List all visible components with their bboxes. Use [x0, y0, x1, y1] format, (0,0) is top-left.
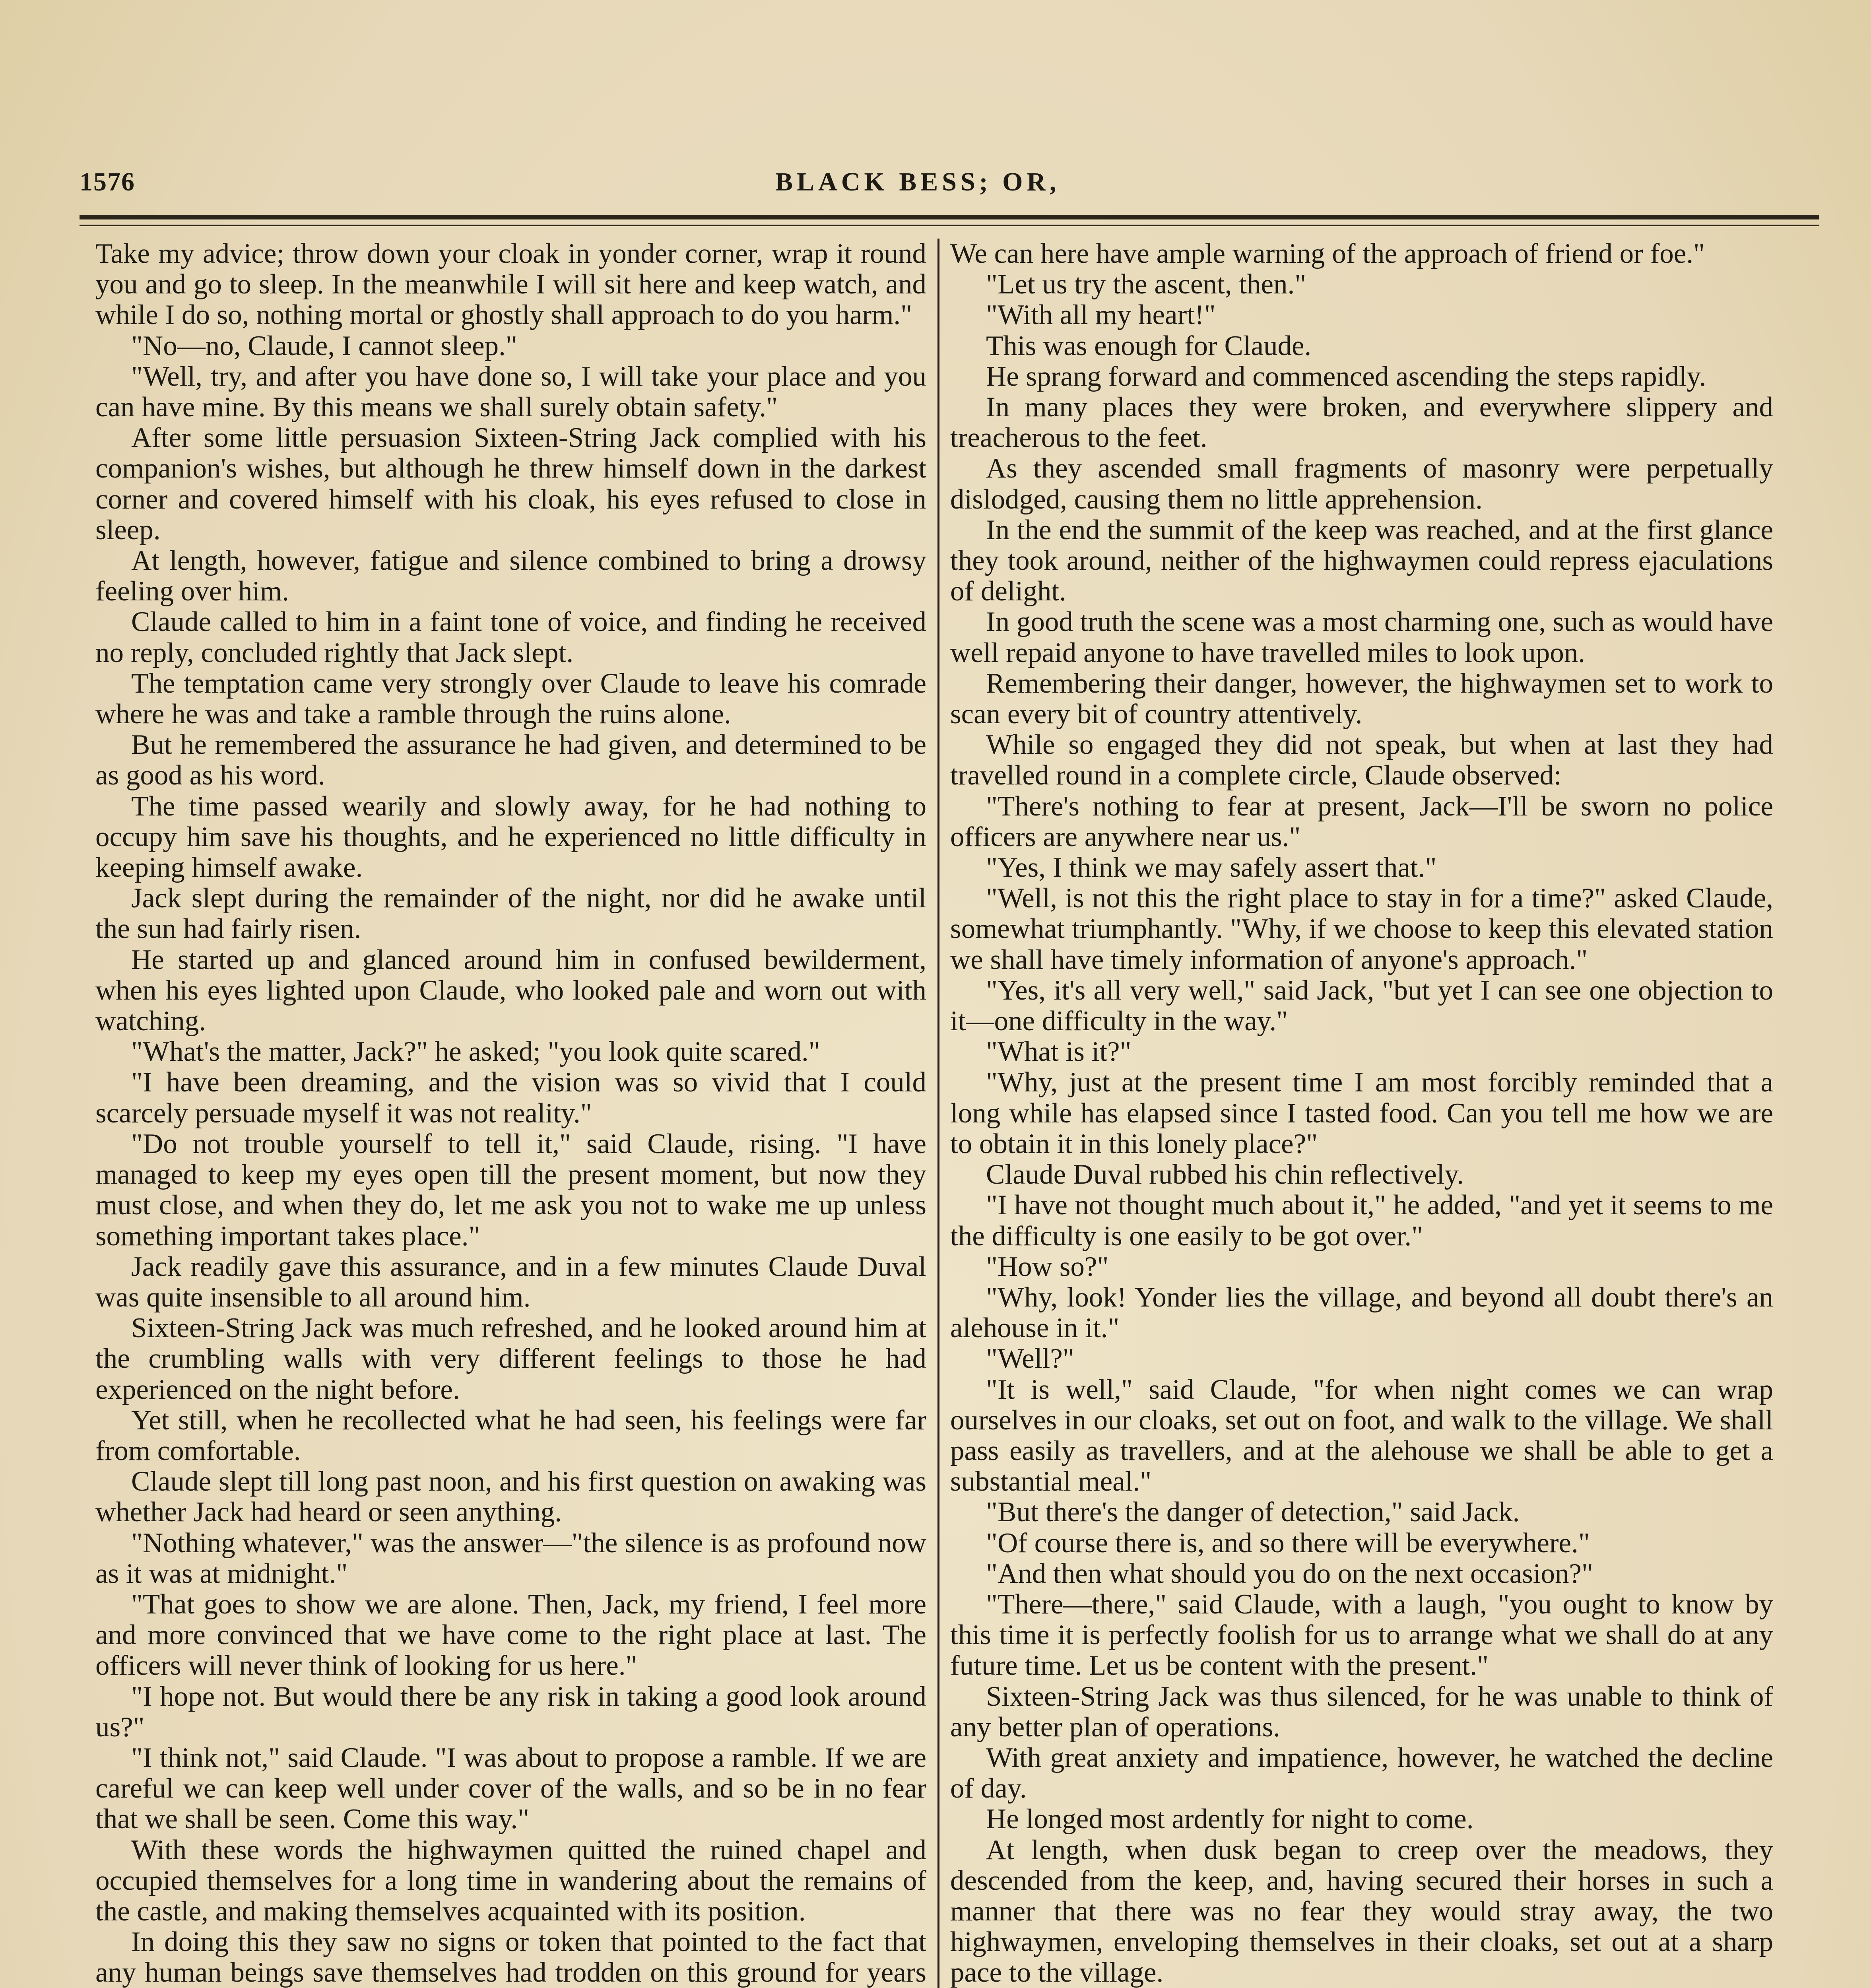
- paragraph: "No—no, Claude, I cannot sleep.": [131, 330, 517, 361]
- paragraph: "I have been dreaming, and the vision was so vivid that I could scarcely persuade myself it was not reality.": [95, 1067, 926, 1129]
- paragraph: "Yes, I think we may safely assert that.": [986, 852, 1437, 883]
- paragraph: "How so?": [986, 1251, 1109, 1282]
- paragraph: "There—there," said Claude, with a laugh, "you ought to know by this time it is perfectly foolish for us to arrange what we shall do at any future time. Let us be content with the present.": [950, 1588, 1773, 1681]
- paragraph: "Well, try, and after you have done so, I will take your place and you can have mine. By this means we shall surely obtain safety.": [95, 361, 926, 423]
- paragraph: The time passed wearily and slowly away, for he had nothing to occupy him save his thoughts, and he experienced no little difficulty in keeping himself awake.: [95, 790, 926, 883]
- paragraph: In the end the summit of the keep was reached, and at the first glance they took around, neither of the highwaymen could repress ejaculations of delight.: [950, 514, 1773, 607]
- page-number: 1576: [80, 167, 135, 196]
- paragraph: "Yes, it's all very well," said Jack, "but yet I can see one objection to it—one difficulty in the way.": [950, 975, 1773, 1037]
- paragraph: "I think not," said Claude. "I was about to propose a ramble. If we are careful we can keep well under cover of the walls, and so be in no fear that we shall be seen. Come this way.": [95, 1742, 926, 1835]
- paragraph: In good truth the scene was a most charming one, such as would have well repaid anyone to have travelled miles to look upon.: [950, 606, 1773, 668]
- paragraph: After some little persuasion Sixteen-String Jack complied with his companion's wishes, but although he threw himself down in the darkest corner and covered himself with his cloak, his eyes refused to close in sleep.: [95, 422, 926, 546]
- header-rule: [80, 215, 1819, 219]
- paragraph: As they ascended small fragments of masonry were perpetually dislodged, causing them no little apprehension.: [950, 453, 1773, 515]
- paragraph: Claude Duval rubbed his chin reflectively.: [986, 1159, 1464, 1190]
- right-column: [950, 239, 1773, 1988]
- paragraph: Claude slept till long past noon, and his first question on awaking was whether Jack had heard or seen anything.: [95, 1466, 926, 1528]
- paragraph: "Of course there is, and so there will be everywhere.": [986, 1527, 1590, 1559]
- left-column: [95, 239, 926, 1988]
- paragraph: "Why, look! Yonder lies the village, and beyond all doubt there's an alehouse in it.": [950, 1281, 1773, 1344]
- paragraph: With great anxiety and impatience, however, he watched the decline of day.: [950, 1742, 1773, 1804]
- column-divider: [937, 239, 939, 1988]
- paragraph: "Well?": [986, 1343, 1074, 1375]
- paragraph: "Why, just at the present time I am most forcibly reminded that a long while has elapsed since I tasted food. Can you tell me how we are to obtain it in this lonely place?": [950, 1067, 1773, 1159]
- paragraph: The temptation came very strongly over Claude to leave his comrade where he was and take a ramble through the ruins alone.: [95, 668, 926, 730]
- paragraph: Remembering their danger, however, the highwaymen set to work to scan every bit of country attentively.: [950, 668, 1773, 730]
- paragraph: Jack slept during the remainder of the night, nor did he awake until the sun had fairly risen.: [95, 883, 926, 945]
- page-header: [80, 167, 1819, 203]
- paragraph: "Let us try the ascent, then.": [986, 269, 1306, 300]
- paragraph: While so engaged they did not speak, but when at last they had travelled round in a complete circle, Claude observed:: [950, 729, 1773, 791]
- paragraph: He longed most ardently for night to come.: [986, 1804, 1474, 1835]
- paragraph: Sixteen-String Jack was much refreshed, and he looked around him at the crumbling walls with very different feelings to those he had experienced on the night before.: [95, 1312, 926, 1405]
- paragraph: Sixteen-String Jack was thus silenced, for he was unable to think of any better plan of operations.: [950, 1681, 1773, 1743]
- paragraph: "There's nothing to fear at present, Jack—I'll be sworn no police officers are anywhere near us.": [950, 790, 1773, 852]
- paragraph: "What's the matter, Jack?" he asked; "you look quite scared.": [131, 1036, 820, 1068]
- paragraph: He started up and glanced around him in confused bewilderment, when his eyes lighted upon Claude, who looked pale and worn out with watching.: [95, 944, 926, 1037]
- paragraph: At length, when dusk began to creep over the meadows, they descended from the keep, and, having secured their horses in such a manner that there was no fear they would stray away, the two highwaymen, enveloping themselves in their cloaks, set out at a sharp pace to the village.: [950, 1834, 1773, 1988]
- running-title: BLACK BESS; OR,: [775, 167, 1060, 196]
- paragraph: "And then what should you do on the next occasion?": [986, 1558, 1593, 1589]
- paragraph: In many places they were broken, and everywhere slippery and treacherous to the feet.: [950, 392, 1773, 454]
- paragraph: Yet still, when he recollected what he had seen, his feelings were far from comfortable.: [95, 1404, 926, 1466]
- paragraph: He sprang forward and commenced ascending the steps rapidly.: [986, 361, 1706, 392]
- paragraph: Take my advice; throw down your cloak in yonder corner, wrap it round you and go to sleep. In the meanwhile I will sit here and keep watch, and while I do so, nothing mortal or ghostly shall approach to do you harm.": [95, 239, 926, 331]
- paragraph: Claude called to him in a faint tone of voice, and finding he received no reply, concluded rightly that Jack slept.: [95, 606, 926, 668]
- paragraph: "But there's the danger of detection," said Jack.: [986, 1497, 1520, 1528]
- paragraph: "That goes to show we are alone. Then, Jack, my friend, I feel more and more convinced that we have come to the right place at last. The officers will never think of looking for us here.": [95, 1588, 926, 1681]
- paragraph: But he remembered the assurance he had given, and determined to be as good as his word.: [95, 729, 926, 791]
- paragraph: Jack readily gave this assurance, and in a few minutes Claude Duval was quite insensible to all around him.: [95, 1251, 926, 1313]
- paragraph: "It is well," said Claude, "for when night comes we can wrap ourselves in our cloaks, set out on foot, and walk to the village. We shall pass easily as travellers, and at the alehouse we shall be able to get a substantial meal.": [950, 1374, 1773, 1497]
- header-rule-thin: [80, 225, 1819, 226]
- paragraph: "With all my heart!": [986, 299, 1216, 331]
- paragraph: In doing this they saw no signs or token that pointed to the fact that any human beings save themselves had trodden on this ground for years: [95, 1926, 926, 1988]
- paragraph: "Do not trouble yourself to tell it," said Claude, rising. "I have managed to keep my eyes open till the present moment, but now they must close, and when they do, let me ask you not to wake me up unless something important takes place.": [95, 1128, 926, 1252]
- paragraph: We can here have ample warning of the approach of friend or foe.": [950, 239, 1705, 269]
- paragraph: With these words the highwaymen quitted the ruined chapel and occupied themselves for a long time in wandering about the remains of the castle, and making themselves acquainted with its position.: [95, 1834, 926, 1927]
- paragraph: "Well, is not this the right place to stay in for a time?" asked Claude, somewhat triumphantly. "Why, if we choose to keep this elevated station we shall have timely information of anyone's approach.": [950, 883, 1773, 975]
- paragraph: "What is it?": [986, 1036, 1132, 1068]
- paragraph: At length, however, fatigue and silence combined to bring a drowsy feeling over him.: [95, 545, 926, 607]
- paragraph: "I have not thought much about it," he added, "and yet it seems to me the difficulty is one easily to be got over.": [950, 1190, 1773, 1252]
- paragraph: "I hope not. But would there be any risk in taking a good look around us?": [95, 1681, 926, 1743]
- paragraph: "Nothing whatever," was the answer—"the silence is as profound now as it was at midnight.": [95, 1527, 926, 1589]
- paragraph: This was enough for Claude.: [986, 330, 1312, 361]
